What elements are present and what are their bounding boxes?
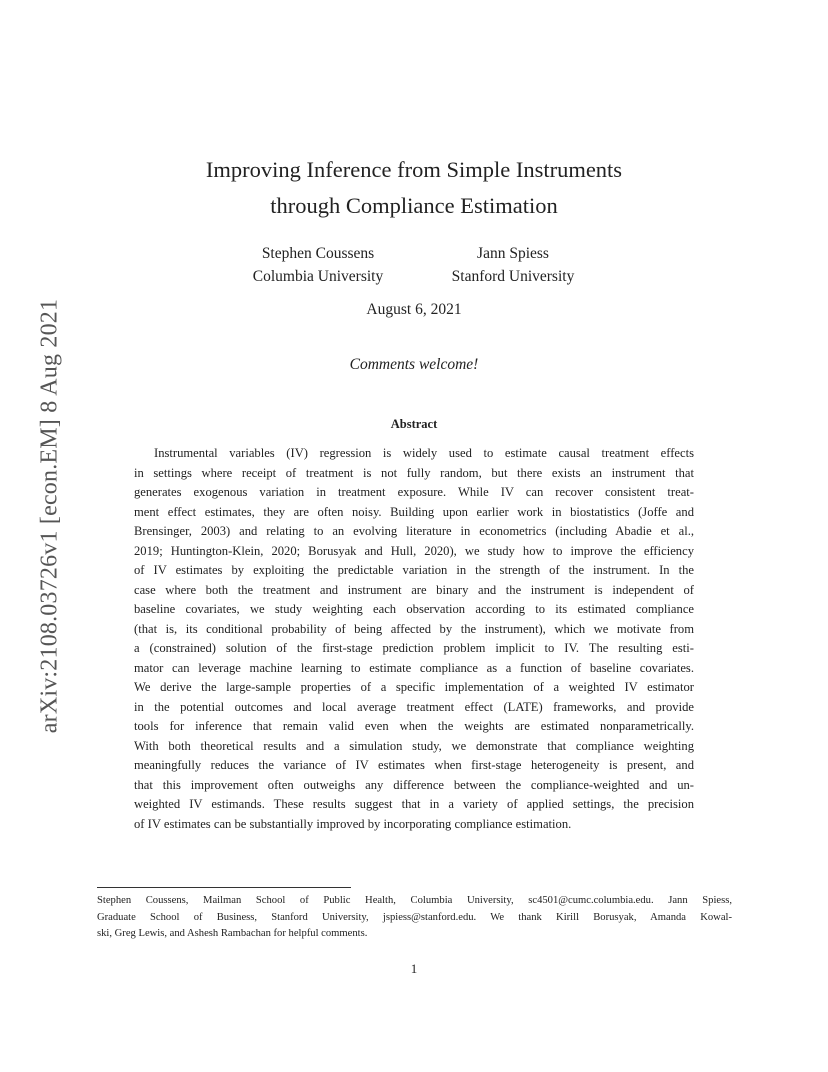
abstract-line: meaningfully reduces the variance of IV estimates when first-stage heterogeneity is present, and	[134, 758, 694, 772]
abstract-line: tools for inference that remain valid even when the weights are estimated nonparametrically.	[134, 719, 694, 733]
abstract-line: baseline covariates, we study weighting each observation according to its estimated compliance	[134, 602, 694, 616]
footnote	[97, 893, 732, 943]
author-name: Stephen Coussens	[261, 245, 375, 262]
abstract-line: a (constrained) solution of the first-stage prediction problem implicit to IV. The resulting esti-	[134, 641, 694, 655]
footnote-rule	[97, 887, 351, 888]
footnote-line: ski, Greg Lewis, and Ashesh Rambachan for helpful comments.	[97, 928, 368, 939]
author-name: Jann Spiess	[477, 245, 549, 262]
abstract-line: 2019; Huntington-Klein, 2020; Borusyak and Hull, 2020), we study how to improve the efficiency	[134, 543, 694, 558]
abstract-line: of IV estimates by exploiting the predictable variation in the strength of the instrument. In the	[134, 563, 694, 577]
title-line-2: through Compliance Estimation	[270, 193, 558, 218]
page-number: 1	[410, 961, 418, 976]
author-affiliation: Columbia University	[252, 268, 384, 285]
abstract-body	[134, 444, 694, 834]
abstract-line: mator can leverage machine learning to estimate compliance as a function of baseline covariates.	[134, 660, 694, 675]
abstract-line: in the potential outcomes and local average treatment effect (LATE) frameworks, and provide	[134, 699, 694, 714]
abstract-line: generates exogenous variation in treatment exposure. While IV can recover consistent treat-	[134, 485, 694, 499]
abstract-line: of IV estimates can be substantially improved by incorporating compliance estimation.	[134, 816, 572, 831]
comments-note: Comments welcome!	[349, 356, 479, 373]
abstract-line: weighted IV estimands. These results suggest that in a variety of applied settings, the precision	[134, 797, 694, 811]
abstract-line: that this improvement often outweighs any difference between the compliance-weighted and un-	[134, 777, 694, 792]
abstract-line: ment effect estimates, they are often noisy. Building upon earlier work in biostatistics (Joffe and	[134, 504, 694, 519]
arxiv-identifier: arXiv:2108.03726v1 [econ.EM] 8 Aug 2021	[36, 298, 63, 734]
author-affiliation: Stanford University	[451, 268, 575, 285]
author-block-1	[230, 242, 406, 288]
abstract-line: With both theoretical results and a simulation study, we demonstrate that compliance weighting	[134, 738, 694, 753]
title-line-1: Improving Inference from Simple Instruments	[205, 157, 623, 182]
abstract-heading: Abstract	[390, 417, 438, 431]
arxiv-sidebar-stamp	[37, 266, 63, 766]
paper-title	[0, 152, 828, 224]
abstract-line: (that is, its conditional probability of being affected by the instrument), which we motivate from	[134, 621, 694, 636]
paper-date: August 6, 2021	[366, 301, 462, 318]
abstract-line: in settings where receipt of treatment is not fully random, but there exists an instrument that	[134, 465, 694, 480]
abstract-line: Brensinger, 2003) and relating to an evolving literature in econometrics (including Abadie et al.,	[134, 524, 694, 538]
footnote-line: Graduate School of Business, Stanford University, jspiess@stanford.edu. We thank Kirill Borusyak, Amanda Kowal-	[97, 911, 732, 923]
author-block-2	[430, 242, 596, 288]
abstract-line: Instrumental variables (IV) regression is widely used to estimate causal treatment effects	[154, 446, 694, 460]
abstract-line: case where both the treatment and instrument are binary and the instrument is independent of	[134, 582, 694, 597]
abstract-line: We derive the large-sample properties of a specific implementation of a weighted IV estimator	[134, 680, 694, 694]
footnote-line: Stephen Coussens, Mailman School of Public Health, Columbia University, sc4501@cumc.columbia.edu. Jann Spiess,	[97, 895, 732, 906]
